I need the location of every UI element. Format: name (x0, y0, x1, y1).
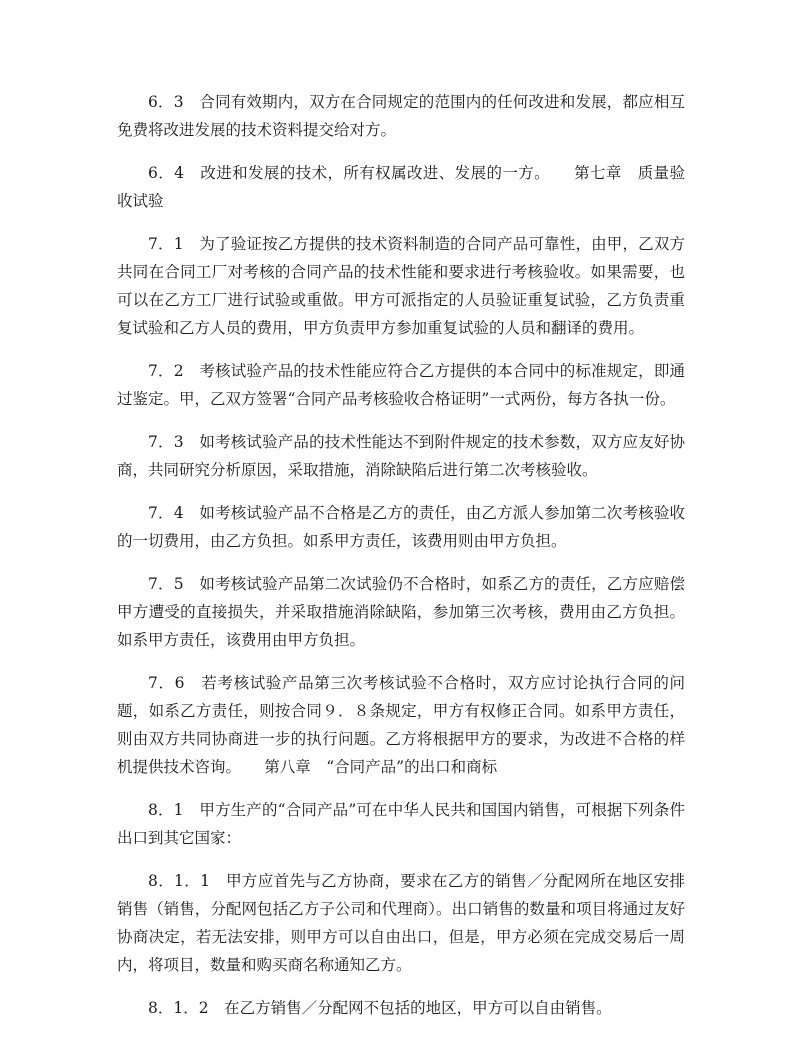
clause-8-1-1: 8．1．1 甲方应首先与乙方协商，要求在乙方的销售／分配网所在地区安排销售（销售，分配网包括乙方子公司和代理商）。出口销售的数量和项目将通过友好协商决定，若无法安排，则甲方可以自由出口，但是，甲方必须在完成交易后一周内，将项目，数量和购买商名称通知乙方。 (117, 872, 685, 974)
clause-7-1: 7．1 为了验证按乙方提供的技术资料制造的合同产品可靠性，由甲，乙双方共同在合同工厂对考核的合同产品的技术性能和要求进行考核验收。如果需要，也可以在乙方工厂进行试验或重做。甲方可派指定的人员验证重复试验，乙方负责重复试验和乙方人员的费用，甲方负责甲方参加重复试验的人员和翻译的费用。 (117, 235, 685, 337)
clause-6-4: 6．4 改进和发展的技术，所有权属改进、发展的一方。 第七章 质量验收试验 (117, 164, 685, 210)
clause-8-1-2: 8．1．2 在乙方销售／分配网不包括的地区，甲方可以自由销售。 (148, 999, 612, 1017)
document-body (117, 88, 685, 1037)
clause-7-3: 7．3 如考核试验产品的技术性能达不到附件规定的技术参数，双方应友好协商，共同研究分析原因，采取措施，消除缺陷后进行第二次考核验收。 (117, 433, 685, 479)
clause-7-5: 7．5 如考核试验产品第二次试验仍不合格时，如系乙方的责任，乙方应赔偿甲方遭受的直接损失，并采取措施消除缺陷，参加第三次考核，费用由乙方负担。如系甲方责任，该费用由甲方负担。 (117, 575, 685, 649)
clause-7-2: 7．2 考核试验产品的技术性能应符合乙方提供的本合同中的标准规定，即通过鉴定。甲，乙双方签署“合同产品考核验收合格证明”一式两份，每方各执一份。 (117, 362, 685, 408)
clause-6-3: 6．3 合同有效期内，双方在合同规定的范围内的任何改进和发展，都应相互免费将改进发展的技术资料提交给对方。 (117, 93, 685, 139)
clause-7-4: 7．4 如考核试验产品不合格是乙方的责任，由乙方派人参加第二次考核验收的一切费用，由乙方负担。如系甲方责任，该费用则由甲方负担。 (117, 504, 685, 550)
clause-8-1: 8．1 甲方生产的“合同产品”可在中华人民共和国国内销售，可根据下列条件出口到其它国家： (117, 801, 685, 847)
clause-7-6: 7．6 若考核试验产品第三次考核试验不合格时，双方应讨论执行合同的问题，如系乙方责任，则按合同９．８条规定，甲方有权修正合同。如系甲方责任，则由双方共同协商进一步的执行问题。乙方将根据甲方的要求，为改进不合格的样机提供技术咨询。 第八章 “合同产品”的出口和商标 (117, 674, 685, 776)
